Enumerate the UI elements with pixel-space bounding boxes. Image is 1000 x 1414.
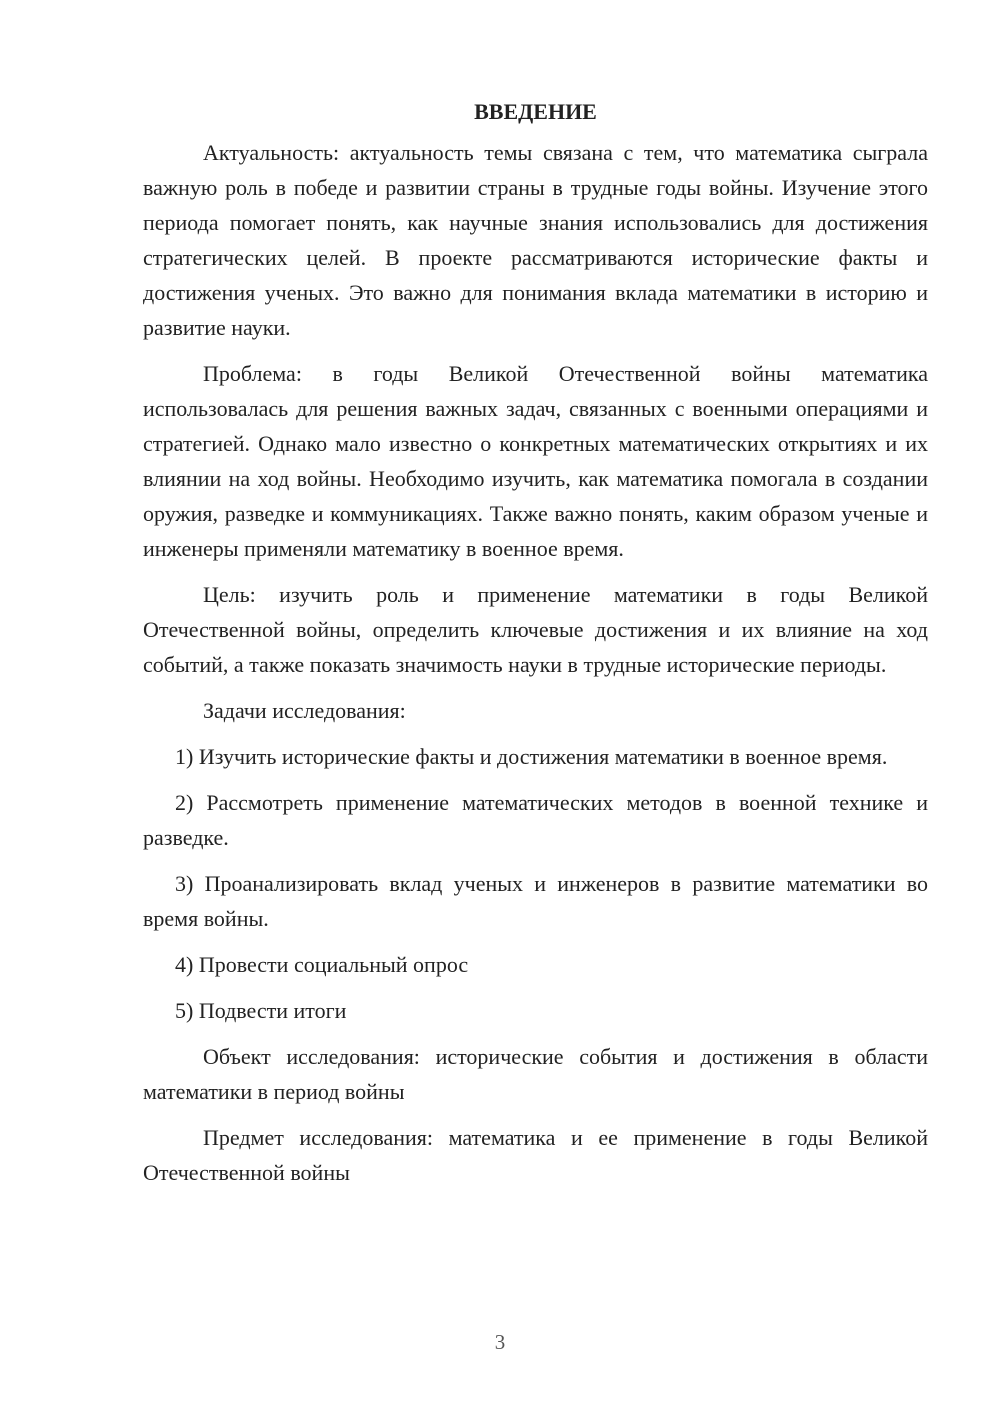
goal-paragraph: Цель: изучить роль и применение математики в годы Великой Отечественной войны, определить ключевые достижения и их влияние на ход событий, а также показать значимость науки в трудные исторические периоды. bbox=[143, 582, 928, 677]
task-item: 5) Подвести итоги bbox=[175, 998, 347, 1023]
subject-paragraph: Предмет исследования: математика и ее применение в годы Великой Отечественной войны bbox=[143, 1125, 928, 1185]
page-number: 3 bbox=[494, 1330, 506, 1354]
relevance-paragraph: Актуальность: актуальность темы связана с тем, что математика сыграла важную роль в победе и развитии страны в трудные годы войны. Изучение этого периода помогает понять, как научные знания использовались для достижения стратегических целей. В проекте рассматриваются исторические факты и достижения ученых. Это важно для понимания вклада математики в историю и развитие науки. bbox=[143, 140, 928, 340]
section-title: ВВЕДЕНИЕ bbox=[474, 99, 597, 124]
document-page bbox=[143, 94, 928, 1201]
task-item: 1) Изучить исторические факты и достижения математики в военное время. bbox=[175, 744, 888, 769]
task-item: 2) Рассмотреть применение математических методов в военной технике и разведке. bbox=[143, 790, 928, 850]
problem-paragraph: Проблема: в годы Великой Отечественной войны математика использовалась для решения важных задач, связанных с военными операциями и стратегией. Однако мало известно о конкретных математических открытиях и их влиянии на ход войны. Необходимо изучить, как математика помогала в создании оружия, разведке и коммуникациях. Также важно понять, каким образом ученые и инженеры применяли математику в военное время. bbox=[143, 361, 928, 561]
task-item: 3) Проанализировать вклад ученых и инженеров в развитие математики во время войны. bbox=[143, 871, 928, 931]
tasks-heading: Задачи исследования: bbox=[203, 698, 406, 723]
object-paragraph: Объект исследования: исторические события и достижения в области математики в период войны bbox=[143, 1044, 928, 1104]
task-item: 4) Провести социальный опрос bbox=[175, 952, 469, 977]
